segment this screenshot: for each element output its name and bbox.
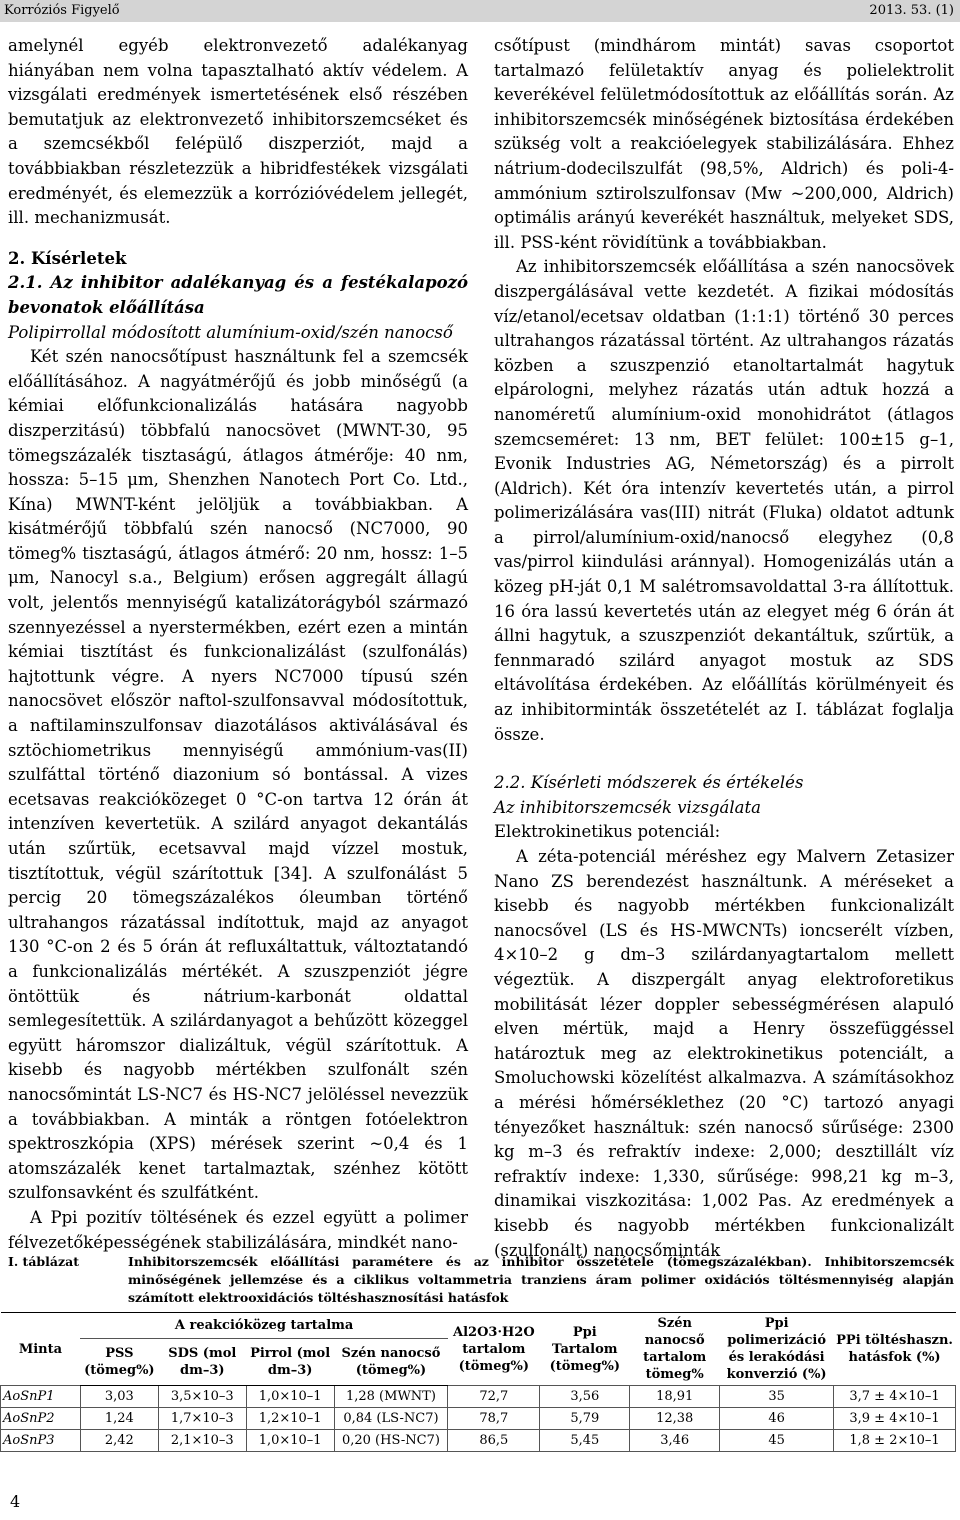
subheading-zeta: Elektrokinetikus potenciál:: [494, 822, 721, 842]
table-cell: 0,20 (HS-NC7): [334, 1430, 448, 1452]
table-row: [1, 1386, 956, 1408]
table-cell: 1,2×10–1: [246, 1408, 334, 1430]
table-cell: 1,0×10–1: [246, 1386, 334, 1408]
sample-name-cell: AoSnP3: [1, 1430, 81, 1452]
col-pss: PSS (tömeg%): [80, 1339, 158, 1386]
table-cell: 45: [720, 1430, 834, 1452]
table-cell: 5,45: [540, 1430, 630, 1452]
right-column: [494, 34, 954, 1263]
table-cell: 1,24: [80, 1408, 158, 1430]
table-cell: 1,0×10–1: [246, 1430, 334, 1452]
table-cell: 5,79: [540, 1408, 630, 1430]
table-cell: 2,1×10–3: [158, 1430, 246, 1452]
table-cell: 35: [720, 1386, 834, 1408]
table-cell: 3,5×10–3: [158, 1386, 246, 1408]
table-cell: 86,5: [448, 1430, 540, 1452]
body-paragraph: Az inhibitorszemcsék előállítása a szén nanocsövek diszpergálásával vette kezdetét. A fizikai módosítás víz/etanol/ecetsav oldatban (1:1:1) történő 30 perces ultrahangos rázatással történt. Az ultrahangos rázatás közben a szuszpenzió etanoltartalmát hagytuk elpárologni, melyhez rázatás után adtuk hozzá a nanoméretű alumínium-oxid monohidrátot (átlagos szemcseméret: 13 nm, BET felület: 100±15 g–1, Evonik Industries AG, Németország) és a pirrolt (Aldrich). Két óra intenzív kevertetés után, a pirrol polimerizálására vas(III) nitrát (Fluka) oldatot adtunk a pirrol/alumínium-oxid/nanocső elegyhez (0,8 vas/pirrol kiindulási aránnyal). Homogenizálás után a közeg pH-ját 0,1 M salétromsavoldattal 3-ra állítottuk. 16 óra lassú kevertetés után az elegyet még 6 órán át állni hagytuk, a szuszpenziót dekantáltuk, szűrtük, a fennmaradó szilárd anyagot mostuk az SDS eltávolítása érdekében. Az előállítás körülményeit és az inhibitorminták összetételét az I. táblázat foglalja össze.: [494, 257, 954, 744]
table-caption-text: Inhibitorszemcsék előállítási paramétere és az inhibitor összetétele (tömegszázalékban). Inhibitorszemcsék minőségének jellemzése és a ciklikus voltammetria tranziens áram polimer oxidációs töltésmennyiség alapján számított elektrooxidációs töltéshasznosítási hatásfok: [128, 1254, 954, 1305]
body-paragraph: A Ppi pozitív töltésének és ezzel együtt a polimer félvezetőképességének stabilizálására, mindkét nano-: [8, 1207, 468, 1252]
table-cell: 1,7×10–3: [158, 1408, 246, 1430]
table-cell: 46: [720, 1408, 834, 1430]
col-ppi-hatasfok: PPi töltéshaszn. hatásfok (%): [834, 1313, 956, 1386]
table-cell: 3,46: [630, 1430, 720, 1452]
table-cell: 0,84 (LS-NC7): [334, 1408, 448, 1430]
sample-name-cell: AoSnP1: [1, 1386, 81, 1408]
col-ppi: Ppi Tartalom (tömeg%): [540, 1313, 630, 1386]
col-al2o3: Al2O3·H2O tartalom (tömeg%): [448, 1313, 540, 1386]
table-cell: 1,28 (MWNT): [334, 1386, 448, 1408]
col-szen-tartalom: Szén nanocső tartalom tömeg%: [630, 1313, 720, 1386]
results-table: [0, 1312, 956, 1452]
left-column: [8, 34, 468, 1255]
subheading-inhibitor: Az inhibitorszemcsék vizsgálata: [494, 797, 761, 817]
section-heading-2-1: 2.1. Az inhibitor adalékanyag és a festékalapozó bevonatok előállítása: [8, 273, 468, 317]
issue-info: 2013. 53. (1): [869, 3, 954, 18]
col-szen: Szén nanocső (tömeg%): [334, 1339, 448, 1386]
table-cell: 3,03: [80, 1386, 158, 1408]
table-row: [1, 1408, 956, 1430]
table-cell: 3,7 ± 4×10–1: [834, 1386, 956, 1408]
table-cell: 72,7: [448, 1386, 540, 1408]
body-paragraph: Két szén nanocsőtípust használtunk fel a szemcsék előállításához. A nagyátmérőjű és jobb minőségű (a kémiai előfunkcionalizálás hatására nagyobb diszperzitású) többfalú nanocsövet (MWNT-30, 95 tömegszázalék tisztaságú, átlagos átmérője: 40 nm, hossza: 5–15 μm, Shenzhen Nanotech Port Co. Ltd., Kína) MWNT-ként jelöljük a továbbiakban. A kisátmérőjű többfalú szén nanocső (NC7000, 90 tömeg% tisztaságú, átlagos átmérő: 20 nm, hossz: 1–5 μm, Nanocyl s.a., Belgium) erősen aggregált állagú volt, jelentős mennyiségű katalizátorágyból származó szennyezéssel a nyerstermékben, ezért ezen a mintán kémiai tisztítást és funkcionalizálást (szulfonálás) hajtottunk végre. A nyers NC7000 típusú szén nanocsövet először naftol-szulfonsavval módosítottuk, a naftilaminszulfonsav diazotálásos aktiválásával és sztöchiometrikus mennyiségű ammónium-vas(II) szulfáttal történő diazonium só bontással. A vizes ecetsavas reakcióközeget 0 °C-on tartva 12 órán át intenzíven kevertetük. A szilárd anyagot dekantálás után szűrtük, ecetsavval majd vízzel mostuk, tisztítottuk, végül szárítottuk [34]. A szulfonálást 5 percig 20 tömegszázalékos óleumban történő ultrahangos rázatással indítottuk, majd az anyagot 130 °C-on 2 és 5 órán át refluxáltattuk, változtatandó a funkcionalizálás mértékét. A szuszpenziót jégre öntöttük és nátrium-karbonát oldattal semlegesítettük. A szilárdanyagot a behűzött közeggel együtt háromszor dializáltuk, végül szárítottuk. A kisebb és nagyobb mértékben szulfonált szén nanocsőmintát LS-NC7 és HS-NC7 jelöléssel nevezzük a továbbiakban. A minták a röntgen fotóelektron spektroszkópia (XPS) mérések szerint ~0,4 és 1 atomszázalék kenet tartalmaztak, szénhez kötött szulfonsavként és szulfátként.: [8, 347, 468, 1203]
col-ppi-polimerizacio: Ppi polimerizáció és lerakódási konverzió (%): [720, 1313, 834, 1386]
table-cell: 1,8 ± 2×10–1: [834, 1430, 956, 1452]
col-pirrol: Pirrol (mol dm–3): [246, 1339, 334, 1386]
body-paragraph: csőtípust (mindhárom mintát) savas csoportot tartalmazó felületaktív anyag és polielektrolit keverékével felületmódosítottuk az előállítás során. Az inhibitorszemcsék minőségének biztosítása érdekében szükség volt a reakcióelegyek stabilizálására. Ehhez nátrium-dodecilszulfát (98,5%, Aldrich) és poli-4-ammónium sztirolszulfonsav (Mw ~200,000, Aldrich) optimális arányú keverékét használtuk, melyeket SDS, ill. PSS-ként rövidítünk a továbbiakban.: [494, 36, 954, 252]
table-row: [1, 1430, 956, 1452]
table-label: I. táblázat: [8, 1254, 79, 1269]
col-sds: SDS (mol dm–3): [158, 1339, 246, 1386]
table-cell: 78,7: [448, 1408, 540, 1430]
section-heading-2: 2. Kísérletek: [8, 248, 127, 268]
subheading-polipirrol: Polipirrollal módosított alumínium-oxid/szén nanocső: [8, 322, 453, 342]
running-header: [0, 0, 960, 22]
body-paragraph: A zéta-potenciál méréshez egy Malvern Zetasizer Nano ZS berendezést használtunk. A méréseket a kisebb és nagyobb mértékben funkcionalizált nanocsővel (LS és HS-MWCNTs) ioncserélt vízben, 4×10–2 g dm–3 szilárdanyagtartalom mellett végeztük. A diszpergált anyag elektroforetikus mobilitását lézer doppler sebességmérésen alapuló elven mértük, majd a Henry összefüggéssel határoztuk meg az elektrokinetikus potenciált, a Smoluchowski közelítést alkalmazva. A számításokhoz a mérési hőmérséklethez (20 °C) tartozó anyagi tényezőket használtuk: szén nanocső sűrűsége: 2300 kg m–3 és refraktív indexe: 2,000; desztillált víz refraktív indexe: 1,330, sűrűsége: 998,21 kg m–3, dinamikai viszkozitása: 1,002 Pas. Az eredmények a kisebb és nagyobb mértékben funkcionalizált (szulfonált) nanocsőminták: [494, 847, 954, 1260]
table-cell: 3,9 ± 4×10–1: [834, 1408, 956, 1430]
col-minta: Minta: [1, 1313, 81, 1386]
table-cell: 2,42: [80, 1430, 158, 1452]
page-number: 4: [10, 1492, 21, 1511]
table-cell: 18,91: [630, 1386, 720, 1408]
journal-name: Korróziós Figyelő: [4, 3, 120, 18]
table-cell: 12,38: [630, 1408, 720, 1430]
intro-paragraph: amelynél egyéb elektronvezető adalékanyag hiányában nem volna tapasztalható aktív védelem. A vizsgálati eredmények ismertetésének első részében bemutatjuk az elektronvezető inhibitorszemcséket és a szemcsékből felépülő diszperziót, majd a továbbiakban részletezzük a hibridfestékek vizsgálati eredményét, és elemezzük a korrózióvédelem jellegét, ill. mechanizmusát.: [8, 36, 468, 228]
section-heading-2-2: 2.2. Kísérleti módszerek és értékelés: [494, 773, 804, 793]
col-group-reakciokozeg: A reakcióközeg tartalma: [80, 1313, 447, 1339]
table-cell: 3,56: [540, 1386, 630, 1408]
sample-name-cell: AoSnP2: [1, 1408, 81, 1430]
